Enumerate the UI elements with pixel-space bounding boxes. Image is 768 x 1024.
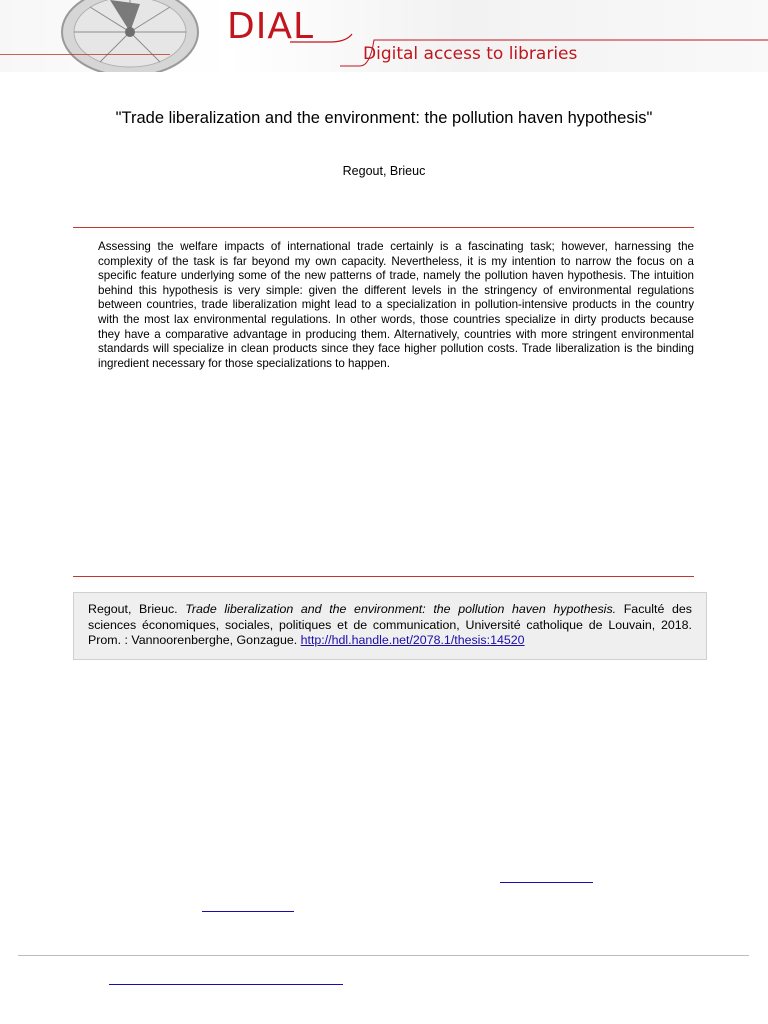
citation-box bbox=[73, 592, 707, 660]
banner-red-line bbox=[0, 54, 170, 55]
divider-top bbox=[73, 227, 694, 228]
citation-handle-link[interactable]: http://hdl.handle.net/2078.1/thesis:14520 bbox=[300, 633, 525, 647]
citation-title: Trade liberalization and the environment: the pollution haven hypothesis. bbox=[185, 602, 617, 616]
document-abstract: Assessing the welfare impacts of international trade certainly is a fascinating task; however, harnessing the complexity of the task is far beyond my own capacity. Nevertheless, it is my intention to narrow the focus on a specific feature underlying some of the new patterns of trade, namely the pollution haven hypothesis. The intuition behind this hypothesis is very simple: given the different levels in the stringency of environmental regulations between countries, trade liberalization might lead to a specialization in pollution-intensive products in the country with the most lax environmental regulations. In other words, those countries specialize in dirty products because they have a comparative advantage in producing them. Alternatively, countries with more stringent environmental standards will specialize in clean products since they face higher pollution costs. Trade liberalization is the binding ingredient necessary for those specializations to happen. bbox=[98, 240, 694, 370]
dial-banner bbox=[0, 0, 768, 72]
citation-details: Faculté des sciences économiques, sociales, politiques et de communication, Université catholique de Louvain, 2018. Prom. : Vannoorenberghe, Gonzague. bbox=[88, 602, 692, 647]
citation-author: Regout, Brieuc. bbox=[88, 602, 178, 616]
dial-tagline: Digital access to libraries bbox=[363, 44, 578, 64]
document-author: Regout, Brieuc bbox=[342, 164, 426, 178]
footer-divider bbox=[18, 955, 749, 956]
hidden-link-underline[interactable] bbox=[202, 911, 294, 912]
document-title: "Trade liberalization and the environment: the pollution haven hypothesis" bbox=[115, 109, 653, 127]
hidden-link-underline[interactable] bbox=[109, 984, 343, 985]
sundial-logo-icon bbox=[40, 0, 215, 72]
hidden-link-underline[interactable] bbox=[500, 882, 593, 883]
dial-logo-text: DIAL bbox=[227, 6, 315, 47]
divider-bottom bbox=[73, 576, 694, 577]
